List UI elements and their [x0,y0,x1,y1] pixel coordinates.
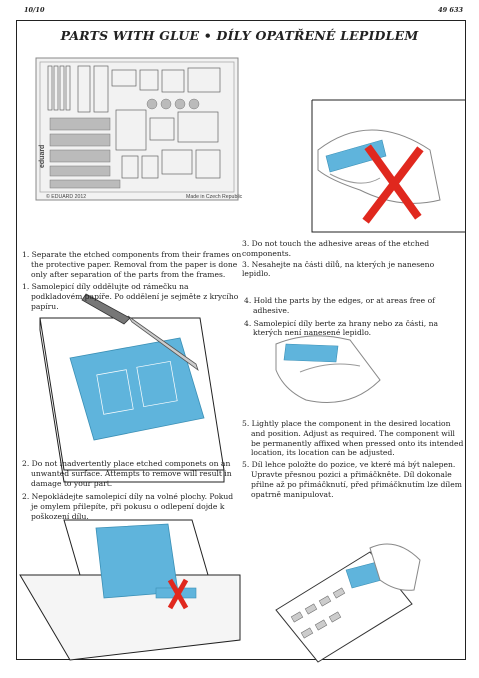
step2-en: 2. Do not inadvertently place etched componets on an unwanted surface. Attempts to remove will result in damage to your part. [22,459,232,488]
page-title: PARTS WITH GLUE • DÍLY OPATŘENÉ LEPIDLEM [60,28,419,43]
fret-made-in: Made in Czech Republic [186,194,243,200]
step2-illustration [20,520,240,660]
step-2-text [22,459,240,523]
step5-en: 5. Lightly place the component in the desired location and position. Adjust as required. The component will be permanently affixed when pressed onto its intended location, its location can be adjusted. [242,419,464,458]
step1-en: 1. Separate the etched components from their frames on the protective paper. Removal from the paper is done only after separation of the parts from the frames. [22,250,242,279]
step-1-text [22,250,242,313]
photo-etched-fret [36,58,243,200]
step4-illustration [276,336,380,403]
page-number: 10/10 [24,6,45,14]
step3-cz: 3. Nesahejte na části dílů, na kterých je naneseno lepidlo. [242,259,435,279]
step5-illustration [276,544,420,662]
step1-cz: 1. Samolepicí díly oddělujte od rámečku na podkladovém papíře. Po oddělení je sejměte z krycího papíru. [22,282,239,311]
fret-brand: eduard [39,144,46,168]
step-3-text [242,239,464,280]
step-5-text [242,419,464,500]
step1-illustration [40,294,224,482]
catalog-number: 49 633 [438,6,463,14]
fret-copyright: © EDUARD 2012 [46,194,87,200]
step2-cz: 2. Nepokládejte samolepicí díly na volné plochy. Pokud je omylem přilepíte, při pokusu o odlepení dojde k poškození dílu. [22,492,234,521]
step-4-text [244,296,464,339]
step3-illustration [312,100,466,232]
step3-en: 3. Do not touch the adhesive areas of the etched components. [242,239,430,258]
step4-cz: 4. Samolepicí díly berte za hrany nebo za části, na kterých není nanesené lepidlo. [244,318,438,338]
step4-en: 4. Hold the parts by the edges, or at areas free of adhesive. [244,296,435,315]
step5-cz: 5. Díl lehce položte do pozice, ve které má být nalepen. Upravte přesnou pozici a přimáčkněte. Díl dokonale přilne až po přimáčknutí, před přimáčknutím lze dílem opatrně manipulovat. [242,460,462,499]
